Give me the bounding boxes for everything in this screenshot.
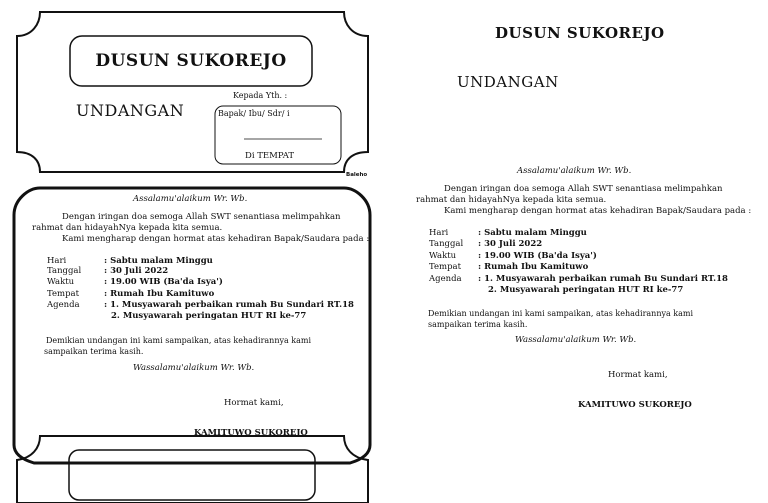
detail-tanggal [47,266,168,276]
detail-value: : 1. Musyawarah perbaikan rumah Bu Sundari RT.18 [478,274,728,284]
detail-value: : 30 Juli 2022 [104,266,169,276]
closing-line-2: sampaikan terima kasih. [44,347,144,356]
detail-agenda-2: 2. Musyawarah peringatan HUT RI ke-77 [111,311,307,321]
detail-label: Hari [47,256,67,266]
detail-label: Hari [429,228,449,238]
detail-value: : Rumah Ibu Kamituwo [478,262,589,272]
plain-title: DUSUN SUKOREJO [495,24,665,42]
credit-label: Baleho [346,172,368,178]
plain-regards: Hormat kami, [608,370,668,380]
plain-farewell: Wassalamu'alaikum Wr. Wb. [515,335,637,345]
detail-value: : Sabtu malam Minggu [478,228,587,238]
plain-signature: KAMITUWO SUKOREJO [578,400,692,410]
plain-greeting: Assalamu'alaikum Wr. Wb. [517,166,632,176]
plain-intro-line-1: Dengan iringan doa semoga Allah SWT senantiasa melimpahkan [444,184,723,194]
detail-label: Waktu [429,251,457,261]
detail-label: Agenda [429,274,462,284]
detail-value: : Rumah Ibu Kamituwo [104,289,215,299]
plain-closing-line-1: Demikian undangan ini kami sampaikan, atas kehadirannya kami [428,309,694,318]
detail-label: Tempat [429,262,462,272]
detail-label: Waktu [47,277,75,287]
plain-detail-tanggal [429,239,542,249]
detail-label: Tanggal [429,239,464,249]
intro-line-1: Dengan iringan doa semoga Allah SWT senantiasa melimpahkan [62,212,341,222]
plain-detail-waktu [429,251,597,261]
addressee-label: Kepada Yth. : [233,91,288,100]
detail-value: : 19.00 WIB (Ba'da Isya') [104,277,223,287]
plain-detail-agenda-2: 2. Musyawarah peringatan HUT RI ke-77 [488,285,684,295]
intro-line-2: rahmat dan hidayahNya kepada kita semua. [32,223,223,233]
regards: Hormat kami, [224,398,284,408]
farewell: Wassalamu'alaikum Wr. Wb. [133,363,255,373]
greeting: Assalamu'alaikum Wr. Wb. [133,194,248,204]
detail-value: : 30 Juli 2022 [478,239,543,249]
plain-closing-line-2: sampaikan terima kasih. [428,320,528,329]
plain-detail-hari [429,228,587,238]
plain-detail-agenda [429,274,728,284]
addressee-place: Di TEMPAT [245,151,295,161]
detail-value: : 1. Musyawarah perbaikan rumah Bu Sundari RT.18 [104,300,354,310]
plain-intro-line-2: rahmat dan hidayahNya kepada kita semua. [416,195,607,205]
detail-value: : 19.00 WIB (Ba'da Isya') [478,251,597,261]
signature: KAMITUWO SUKOREJO [194,428,308,438]
card-title: DUSUN SUKOREJO [95,51,287,71]
plain-detail-tempat [429,262,588,272]
closing-line-1: Demikian undangan ini kami sampaikan, atas kehadirannya kami [46,336,312,345]
detail-waktu [47,277,223,287]
detail-label: Tanggal [47,266,82,276]
detail-label: Tempat [47,289,80,299]
footer-box-border [69,450,315,500]
detail-hari [47,256,213,266]
card-heading: UNDANGAN [76,101,185,120]
detail-tempat [47,289,214,299]
detail-value: : Sabtu malam Minggu [104,256,213,266]
intro-line-3: Kami mengharap dengan hormat atas kehadiran Bapak/Saudara pada : [62,234,370,244]
plain-intro-line-3: Kami mengharap dengan hormat atas kehadiran Bapak/Saudara pada : [444,206,752,216]
addressee-recipient: Bapak/ Ibu/ Sdr/ i [218,109,290,118]
plain-heading: UNDANGAN [457,73,559,91]
detail-agenda [47,300,354,310]
detail-label: Agenda [47,300,80,310]
